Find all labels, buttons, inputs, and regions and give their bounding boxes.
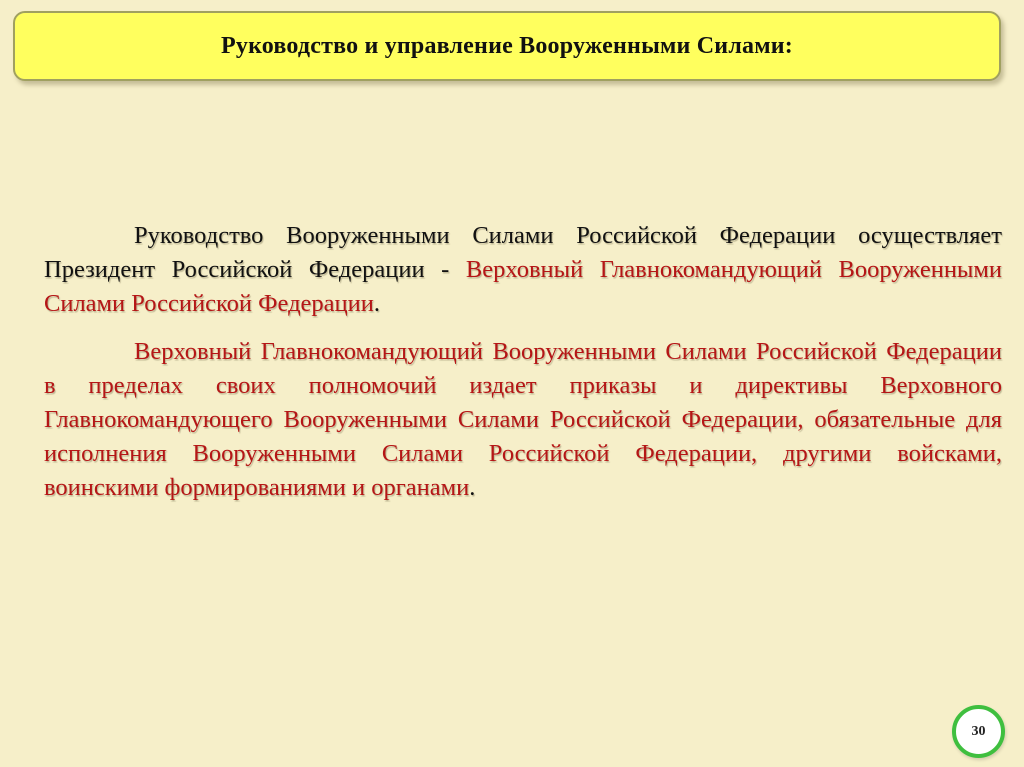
slide-title: Руководство и управление Вооруженными Силами: (221, 32, 793, 59)
paragraph-commander-text: Верховный Главнокомандующий Вооруженными Силами Российской Федерации в пределах своих полномочий издает приказы и директивы Верховного Главнокомандующего Вооруженными Силами Российской Федерации, обязательные для исполнения Вооруженными Силами Российской Федерации, другими войсками, воинскими формированиями и органами (44, 338, 1002, 501)
paragraph-president-period: . (373, 289, 380, 317)
page-number-badge (952, 705, 1005, 758)
slide-body (44, 219, 1002, 504)
page-number: 30 (971, 723, 986, 739)
paragraph-commander-period: . (469, 473, 476, 501)
paragraph-president-lead: Руководство Вооруженными Силами Российской Федерации осуществляет Президент Российской Федерации - (44, 222, 1002, 283)
title-banner (13, 11, 1001, 81)
paragraph-president (44, 219, 1002, 320)
paragraph-commander (44, 335, 1002, 504)
paragraph-president-highlight: Верховный Главнокомандующий Вооруженными Силами Российской Федерации (44, 255, 1003, 317)
